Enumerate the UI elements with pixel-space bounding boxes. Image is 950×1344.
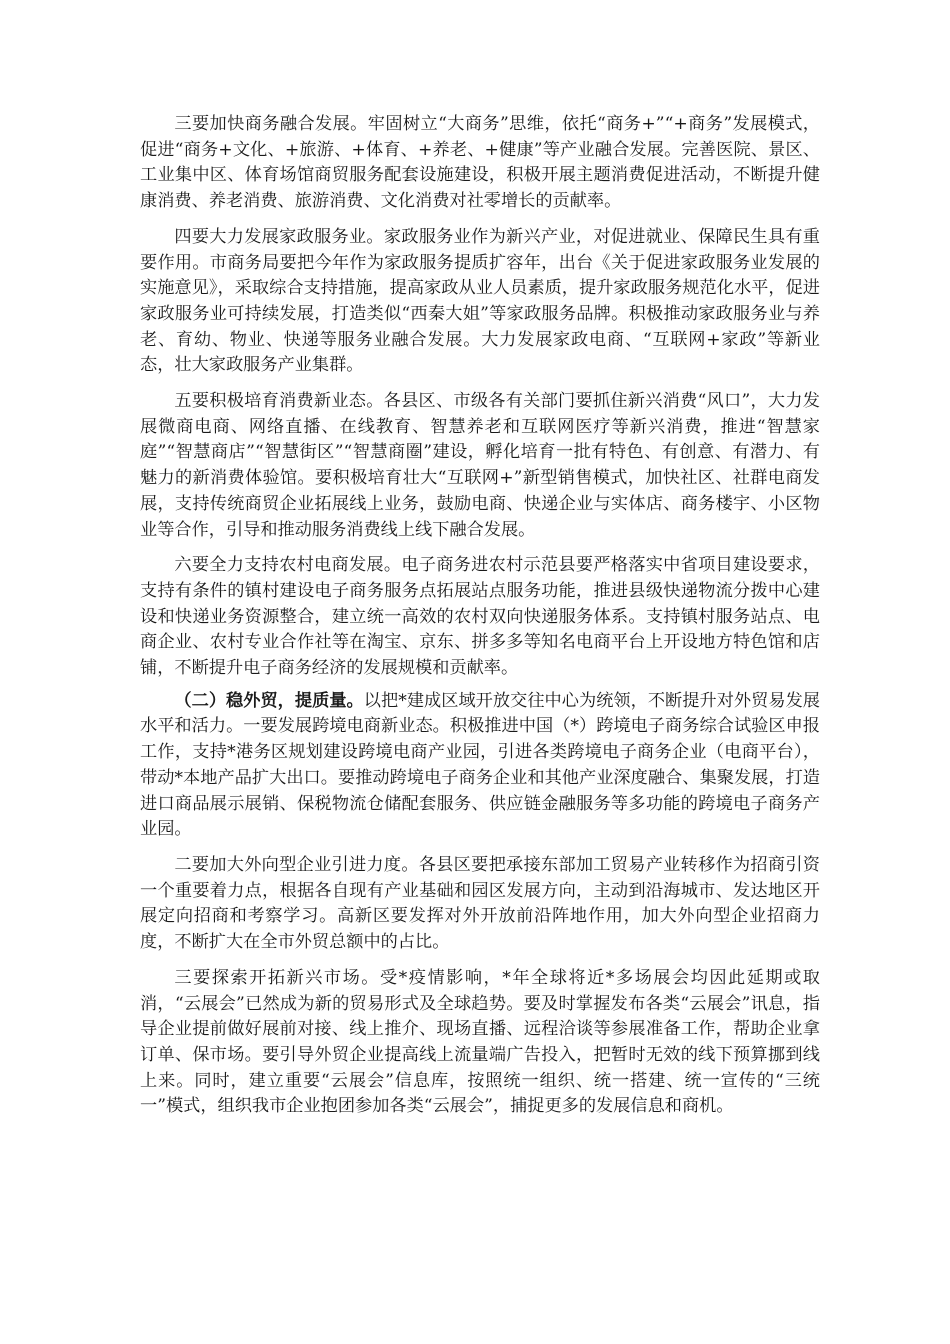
paragraph-new-consumption: 五要积极培育消费新业态。各县区、市级各有关部门要抓住新兴消费“风口”，大力发展微商电商、网络直播、在线教育、智慧养老和互联网医疗等新兴消费，推进“智慧家庭”“智慧商店”“智慧街区”“智慧商圈”建设，孵化培育一批有特色、有创意、有潜力、有魅力的新消费体验馆。要积极培育壮大“互联网+”新型销售模式，加快社区、社群电商发展，支持传统商贸企业拓展线上业务，鼓励电商、快递企业与实体店、商务楼宇、小区物业等合作，引导和推动服务消费线上线下融合发展。 [140,391,820,540]
paragraph-commerce-integration: 三要加快商务融合发展。牢固树立“大商务”思维，依托“商务+”“+商务”发展模式，促进“商务+文化、+旅游、+体育、+养老、+健康”等产业融合发展。完善医院、景区、工业集中区、体育场馆商贸服务配套设施建设，积极开展主题消费促进活动，不断提升健康消费、养老消费、旅游消费、文化消费对社零增长的贡献率。 [140,114,820,212]
section-heading-foreign-trade: （二）稳外贸，提质量。 [174,690,364,711]
paragraph-foreign-trade-text: 以把*建成区域开放交往中心为统领，不断提升对外贸易发展水平和活力。一要发展跨境电商新业态。积极推进中国（*）跨境电子商务综合试验区申报工作，支持*港务区规划建设跨境电商产业园，引进各类跨境电子商务企业（电商平台），带动*本地产品扩大出口。要推动跨境电子商务企业和其他产业深度融合、集聚发展，打造进口商品展示展销、保税物流仓储配套服务、供应链金融服务等多功能的跨境电子商务产业园。 [140,690,820,840]
paragraph-outward-enterprises: 二要加大外向型企业引进力度。各县区要把承接东部加工贸易产业转移作为招商引资一个重要着力点，根据各自现有产业基础和园区发展方向，主动到沿海城市、发达地区开展定向招商和考察学习。高新区要发挥对外开放前沿阵地作用，加大外向型企业招商力度，不断扩大在全市外贸总额中的占比。 [140,854,820,953]
paragraph-emerging-markets: 三要探索开拓新兴市场。受*疫情影响，*年全球将近*多场展会均因此延期或取消，“云展会”已然成为新的贸易形式及全球趋势。要及时掌握发布各类“云展会”讯息，指导企业提前做好展前对接、线上推介、现场直播、远程洽谈等参展准备工作，帮助企业拿订单、保市场。要引导外贸企业提高线上流量端广告投入，把暂时无效的线下预算挪到线上来。同时，建立重要“云展会”信息库，按照统一组织、统一搭建、统一宣传的“三统一”模式，组织我市企业抱团参加各类“云展会”，捕捉更多的发展信息和商机。 [140,967,820,1117]
paragraph-domestic-services: 四要大力发展家政服务业。家政服务业作为新兴产业，对促进就业、保障民生具有重要作用。市商务局要把今年作为家政服务提质扩容年，出台《关于促进家政服务业发展的实施意见》，采取综合支持措施，提高家政从业人员素质，提升家政服务规范化水平，促进家政服务业可持续发展，打造类似“西秦大姐”等家政服务品牌。积极推动家政服务业与养老、育幼、物业、快递等服务业融合发展。大力发展家政电商、“互联网+家政”等新业态，壮大家政服务产业集群。 [140,226,820,376]
paragraph-rural-ecommerce: 六要全力支持农村电商发展。电子商务进农村示范县要严格落实中省项目建设要求，支持有条件的镇村建设电子商务服务点拓展站点服务功能，推进县级快递物流分拨中心建设和快递业务资源整合，建立统一高效的农村双向快递服务体系。支持镇村服务站点、电商企业、农村专业合作社等在淘宝、京东、拼多多等知名电商平台上开设地方特色馆和店铺，不断提升电子商务经济的发展规模和贡献率。 [140,555,820,679]
paragraph-foreign-trade [140,689,820,843]
document-body [140,112,820,1130]
